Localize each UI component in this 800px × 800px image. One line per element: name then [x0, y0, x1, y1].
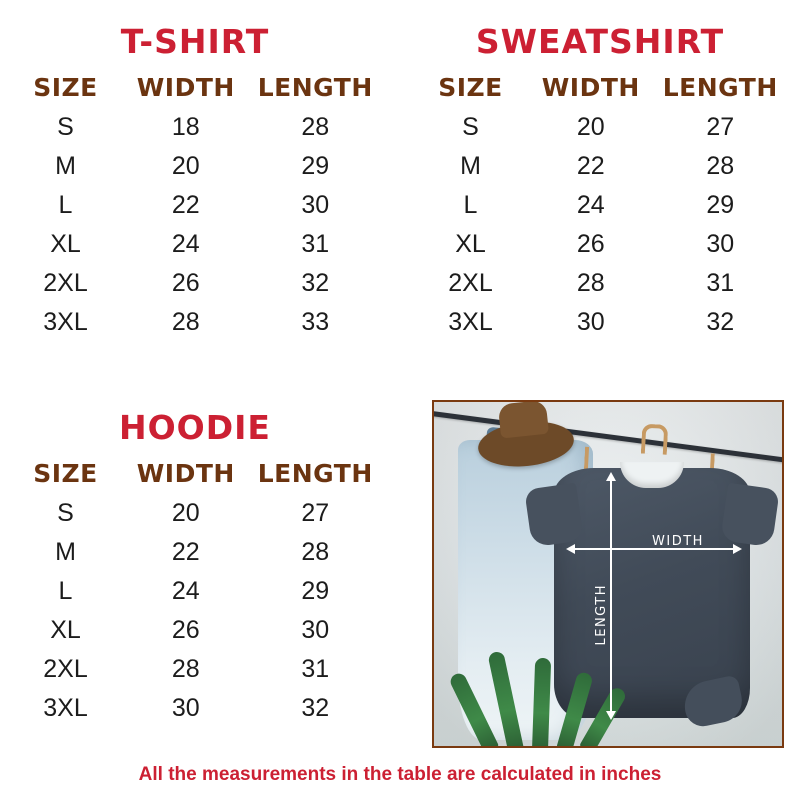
cell-length: 29 — [301, 577, 330, 605]
table-tshirt — [10, 71, 380, 342]
table-row — [10, 264, 380, 303]
table-header-row — [10, 457, 380, 494]
cell-length: 29 — [301, 152, 330, 180]
cell-width: 24 — [576, 191, 605, 219]
cell-width: 28 — [171, 308, 200, 336]
tshirt-sleeve-right — [720, 483, 780, 548]
cell-width: 20 — [171, 499, 200, 527]
tshirt-sleeve-left — [524, 483, 584, 548]
table-row — [10, 572, 380, 611]
table-title-hoodie: HOODIE — [119, 408, 271, 447]
cell-length: 27 — [301, 499, 330, 527]
cell-length: 30 — [301, 616, 330, 644]
cell-width: 22 — [576, 152, 605, 180]
cell-length: 28 — [301, 538, 330, 566]
column-header-length: LENGTH — [257, 73, 373, 102]
table-header-row — [415, 71, 785, 108]
column-header-length: LENGTH — [257, 459, 373, 488]
cell-length: 32 — [706, 308, 735, 336]
cell-size: XL — [455, 230, 486, 258]
column-header-size: SIZE — [33, 73, 98, 102]
cell-size: 2XL — [448, 269, 493, 297]
table-row — [10, 186, 380, 225]
table-row — [415, 264, 785, 303]
cell-width: 18 — [171, 113, 200, 141]
tshirt-collar — [620, 462, 684, 488]
cell-size: M — [55, 538, 76, 566]
cell-length: 31 — [301, 655, 330, 683]
cell-size: XL — [50, 230, 81, 258]
table-row — [10, 611, 380, 650]
table-hoodie — [10, 457, 380, 728]
cell-size: S — [57, 113, 74, 141]
cell-width: 24 — [171, 230, 200, 258]
cell-width: 20 — [171, 152, 200, 180]
cell-length: 31 — [706, 269, 735, 297]
cell-size: 3XL — [448, 308, 493, 336]
cell-width: 24 — [171, 577, 200, 605]
column-header-length: LENGTH — [662, 73, 778, 102]
table-row — [10, 650, 380, 689]
table-row — [10, 225, 380, 264]
cell-length: 33 — [301, 308, 330, 336]
tshirt-knot — [680, 674, 746, 729]
table-row — [10, 108, 380, 147]
cell-length: 30 — [301, 191, 330, 219]
table-header-row — [10, 71, 380, 108]
cell-size: S — [57, 499, 74, 527]
column-header-size: SIZE — [438, 73, 503, 102]
length-arrow-icon — [610, 480, 612, 712]
column-header-width: WIDTH — [136, 459, 235, 488]
column-header-size: SIZE — [33, 459, 98, 488]
cell-width: 22 — [171, 538, 200, 566]
table-row — [415, 186, 785, 225]
cell-width: 20 — [576, 113, 605, 141]
cell-length: 32 — [301, 269, 330, 297]
cell-size: 2XL — [43, 655, 88, 683]
cell-width: 26 — [171, 269, 200, 297]
cell-width: 22 — [171, 191, 200, 219]
table-row — [415, 225, 785, 264]
table-row — [10, 147, 380, 186]
cell-width: 26 — [576, 230, 605, 258]
table-row — [415, 303, 785, 342]
table-row — [10, 689, 380, 728]
photo-background — [434, 402, 782, 746]
size-table-tshirt — [10, 22, 380, 342]
cell-length: 29 — [706, 191, 735, 219]
cell-length: 32 — [301, 694, 330, 722]
cell-length: 28 — [301, 113, 330, 141]
table-row — [415, 147, 785, 186]
table-sweatshirt — [415, 71, 785, 342]
table-row — [10, 533, 380, 572]
cell-length: 27 — [706, 113, 735, 141]
cell-length: 28 — [706, 152, 735, 180]
table-row — [415, 108, 785, 147]
cell-width: 30 — [576, 308, 605, 336]
measurement-photo-panel — [432, 400, 784, 748]
cell-length: 31 — [301, 230, 330, 258]
cell-width: 30 — [171, 694, 200, 722]
cell-width: 28 — [171, 655, 200, 683]
length-measure-label: LENGTH — [594, 584, 609, 646]
cell-size: M — [55, 152, 76, 180]
size-table-hoodie — [10, 408, 380, 728]
table-row — [10, 494, 380, 533]
cell-size: L — [58, 577, 73, 605]
column-header-width: WIDTH — [541, 73, 640, 102]
table-row — [10, 303, 380, 342]
table-title-sweatshirt: SWEATSHIRT — [475, 22, 725, 61]
cell-size: M — [460, 152, 481, 180]
column-header-width: WIDTH — [136, 73, 235, 102]
cell-width: 26 — [171, 616, 200, 644]
cell-size: 2XL — [43, 269, 88, 297]
plant-decoration — [478, 640, 628, 748]
cell-width: 28 — [576, 269, 605, 297]
table-title-tshirt: T-SHIRT — [120, 22, 270, 61]
cell-size: L — [463, 191, 478, 219]
cell-size: L — [58, 191, 73, 219]
cell-size: 3XL — [43, 308, 88, 336]
cell-length: 30 — [706, 230, 735, 258]
cell-size: XL — [50, 616, 81, 644]
width-measure-label: WIDTH — [652, 534, 704, 549]
size-table-sweatshirt — [415, 22, 785, 342]
leaf-icon — [532, 658, 551, 748]
cell-size: 3XL — [43, 694, 88, 722]
cell-size: S — [462, 113, 479, 141]
footer-note: All the measurements in the table are calculated in inches — [138, 764, 662, 785]
